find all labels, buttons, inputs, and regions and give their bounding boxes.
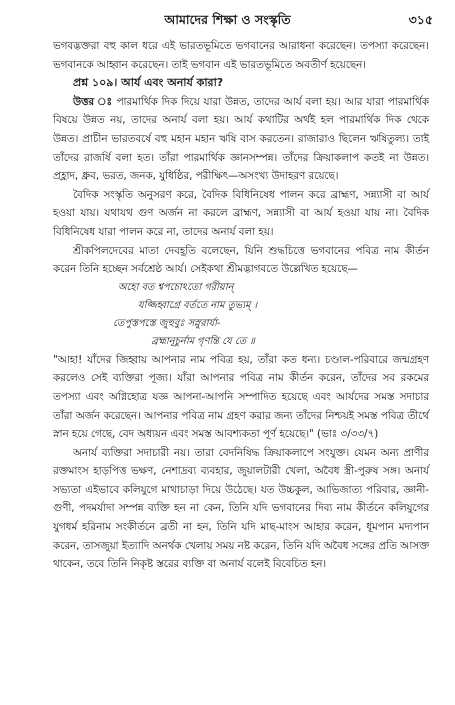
verse-line: তেপুস্তপস্তে জুহুবুঃ সস্নুরার্যা- [113,317,221,329]
page-number: ৩১৫ [408,12,433,27]
running-title: আমাদের শিক্ষা ও সংস্কৃতি [164,12,291,27]
answer-text-1: পারমার্থিক দিক দিয়ে যারা উন্নত, তাদের আর্য বলা হয়। আর যারা পারমার্থিক বিষয়ে উন্নত নয়, তাদের অনার্য বলা হয়। আর্য কথাটির অর্থই হল পারমার্থিক দিক থেকে উন্নত। প্রাচীন ভারতবর্ষে বহু মহান মহান ঋষি বাস করতেন। রাজারাও ছিলেন ঋষিতুল্য। তাই তাঁদের রাজর্ষি বলা হত। তাঁরা পারমার্থিক জ্ঞানসম্পন্ন। তাঁদের ক্রিয়াকলাপ কতই না উন্নত। প্রহ্লাদ, ধ্রুব, ভরত, জনক, যুধিষ্ঠির, পরীক্ষিৎ—অসংখ্য উদাহরণ রয়েছে। [53,95,429,183]
answer-paragraph-3: শ্রীকপিলদেবের মাতা দেবহূতি বলেছেন, যিনি শুদ্ধচিত্তে ভগবানের পবিত্র নাম কীর্তন করেন তিনি হচ্ছেন সর্বশ্রেষ্ঠ আর্য। সেইকথা শ্রীমদ্ভাগবতে উল্লেখিত হয়েছে— [53,244,429,276]
question-heading: প্রশ্ন ১০৯। আর্য এবং অনার্য কারা? [73,76,224,90]
verse-line: যজ্জিহ্বাগ্রে বর্ততে নাম তুভ্যম্ । [138,299,258,311]
answer-paragraph-1 [53,93,429,186]
answer-paragraph-2: বৈদিক সংস্কৃতি অনুসরণ করে, বৈদিক বিধিনিষেধ পালন করে ব্রাহ্মণ, সন্ন্যাসী বা আর্য হওয়া যায়। যথাযথ গুণ অর্জন না করলে ব্রাহ্মণ, সন্ন্যাসী বা আর্য হওয়া যায় না। বৈদিক বিধিনিষেধ যারা পালন করে না, তাদের অনার্য বলা হয়। [53,188,429,238]
verse-translation: "আহা! যাঁদের জিহ্বায় আপনার নাম পবিত্র হয়, তাঁরা কত ধন্য। চণ্ডাল-পরিবারে জন্মগ্রহণ করলেও সেই ব্যক্তিরা পূজ্য। যাঁরা আপনার পবিত্র নাম কীর্তন করেন, তাঁদের সব রকমের তপস্যা এবং অগ্নিহোত্র যজ্ঞ আপনা-আপনি সম্পাদিত হয়েছে এবং আর্যদের সমস্ত সদাচার তাঁরা অর্জন করেছেন। আপনার পবিত্র নাম গ্রহণ করার জন্য তাঁদের নিশ্চয়ই সমস্ত পবিত্র তীর্থে স্নান হয়ে গেছে, বেদ অধ্যয়ন এবং সমস্ত আবশ্যকতা পূর্ণ হয়েছে।" (ভাঃ ৩/৩৩/৭) [53,353,429,441]
verse-line: অহো বত শ্বপচোঽতো গরীয়ান্ [118,281,234,293]
page-body [53,37,429,574]
verse-line: ব্রহ্মানূচুর্নাম গৃণন্তি যে তে ॥ [151,335,255,347]
answer-label: উত্তর ঃ [73,95,113,108]
page-header [0,10,455,32]
answer-paragraph-5: অনার্য ব্যক্তিরা সদাচারী নয়। তারা বেদনিষিদ্ধ ক্রিয়াকলাপে সংযুক্ত। যেমন অন্য প্রাণীর রক্তমাংস হাড়পিত্ত ভক্ষণ, নেশাদ্রব্য ব্যবহার, জুয়ালটারী খেলা, অবৈধ স্ত্রী-পুরুষ সঙ্গ। অনার্য সভ্যতা এইভাবে কলিযুগে মাথাচাড়া দিয়ে উঠেছে। যত উচ্চকুল, আভিজাত্য পরিবার, জ্ঞানী-গুণী, পদমর্যাদা সম্পন্ন ব্যক্তি হন না কেন, তিনি যদি ভগবানের দিব্য নাম কীর্তনে কলিযুগের যুগধর্ম হরিনাম সংকীর্তনে ব্রতী না হন, তিনি যদি মাছ-মাংস আহার করেন, ধূমপান মদ্যপান করেন, তাসজুয়া ইত্যাদি অনর্থক খেলায় সময় নষ্ট করেন, তিনি যদি অবৈধ সঙ্গের প্রতি আসক্ত থাকেন, তবে তিনি নিকৃষ্ট স্তরের ব্যক্তি বা অনার্য বলেই বিবেচিত হন। [53,446,429,571]
sanskrit-verse [53,279,429,351]
intro-paragraph: ভগবদ্ভক্তরা বহু কাল ধরে এই ভারতভূমিতে ভগবানের আরাধনা করেছেন। তপস্যা করেছেন। ভগবানকে আহ্বান করেছেন। তাই ভগবান এই ভারতভূমিতে অবতীর্ণ হয়েছেন। [53,40,429,71]
